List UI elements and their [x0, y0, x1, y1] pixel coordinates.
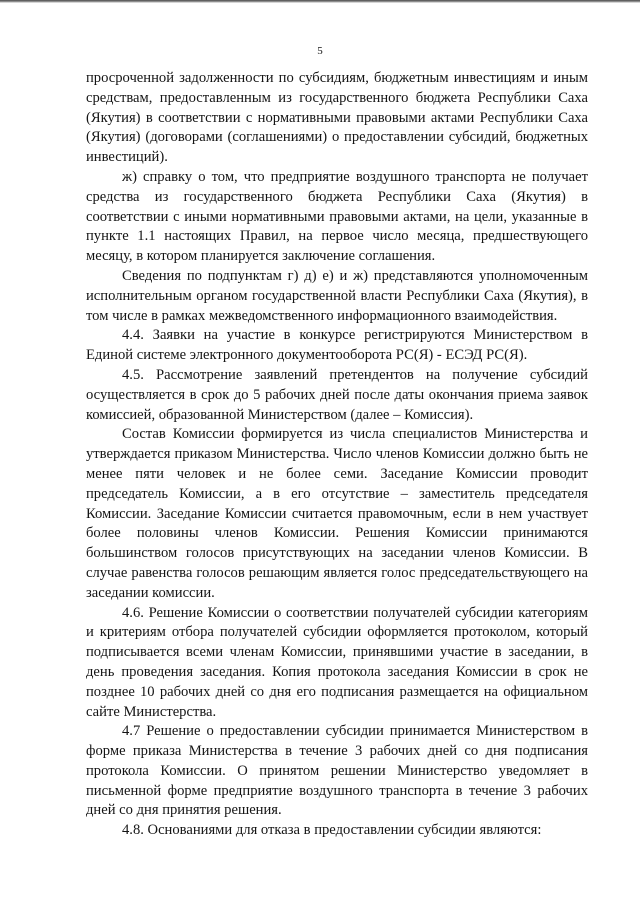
paragraph-4-8: 4.8. Основаниями для отказа в предоставлении субсидии являются:: [122, 822, 542, 839]
paragraph-commission-composition: Состав Комиссии формируется из числа специалистов Министерства и утверждается приказом Министерства. Число членов Комиссии должно быть не менее пяти человек и не более семи. Заседание Комиссии проводит председатель Комиссии, а в его отсутствие – заместитель председателя Комиссии. Заседание Комиссии считается правомочным, если в нем участвует более половины членов Комиссии. Решения Комиссии принимаются большинством голосов присутствующих на заседании членов Комиссии. В случае равенства голосов решающим является голос председательствующего на заседании комиссии.: [86, 426, 588, 601]
paragraph-debt-continuation: просроченной задолженности по субсидиям, бюджетным инвестициям и иным средствам, предоставленным из государственного бюджета Республики Саха (Якутия) в соответствии с нормативными правовыми актами Республики Саха (Якутия) (договорами (соглашениями) о предоставлении субсидий, бюджетных инвестиций).: [86, 70, 588, 166]
paragraph-4-5: 4.5. Рассмотрение заявлений претендентов на получение субсидий осуществляется в срок до 5 рабочих дней после даты окончания приема заявок комиссией, образованной Министерством (далее – Комиссия).: [86, 366, 588, 423]
paragraph-subitem-zh: ж) справку о том, что предприятие воздушного транспорта не получает средства из государственного бюджета Республики Саха (Якутия) в соответствии с иными нормативными правовыми актами, на цели, указанные в пункте 1.1 настоящих Правил, на первое число месяца, предшествующего месяцу, в котором планируется заключение соглашения.: [86, 168, 588, 265]
page-number: 5: [317, 45, 323, 57]
paragraph-4-6: 4.6. Решение Комиссии о соответствии получателей субсидии категориям и критериям отбора получателей субсидии оформляется протоколом, который подписывается всеми членам Комиссии, принявшими участие в заседании, в день проведения заседания. Копия протокола заседания Комиссии в срок не позднее 10 рабочих дней со дня его подписания размещается на официальном сайте Министерства.: [86, 604, 588, 720]
document-body: [86, 69, 588, 841]
scan-top-edge: [0, 0, 640, 3]
paragraph-info-sources: Сведения по подпунктам г) д) е) и ж) представляются уполномоченным исполнительным органом государственной власти Республики Саха (Якутия), в том числе в рамках межведомственного информационного взаимодействия.: [86, 267, 588, 324]
paragraph-4-4: 4.4. Заявки на участие в конкурсе регистрируются Министерством в Единой системе электронного документооборота РС(Я) - ЕСЭД РС(Я).: [86, 327, 588, 364]
paragraph-4-7: 4.7 Решение о предоставлении субсидии принимается Министерством в форме приказа Министерства в течение 3 рабочих дней со дня подписания протокола Комиссии. О принятом решении Министерство уведомляет в письменной форме предприятие воздушного транспорта в течение 3 рабочих дней со дня принятия решения.: [86, 723, 588, 819]
